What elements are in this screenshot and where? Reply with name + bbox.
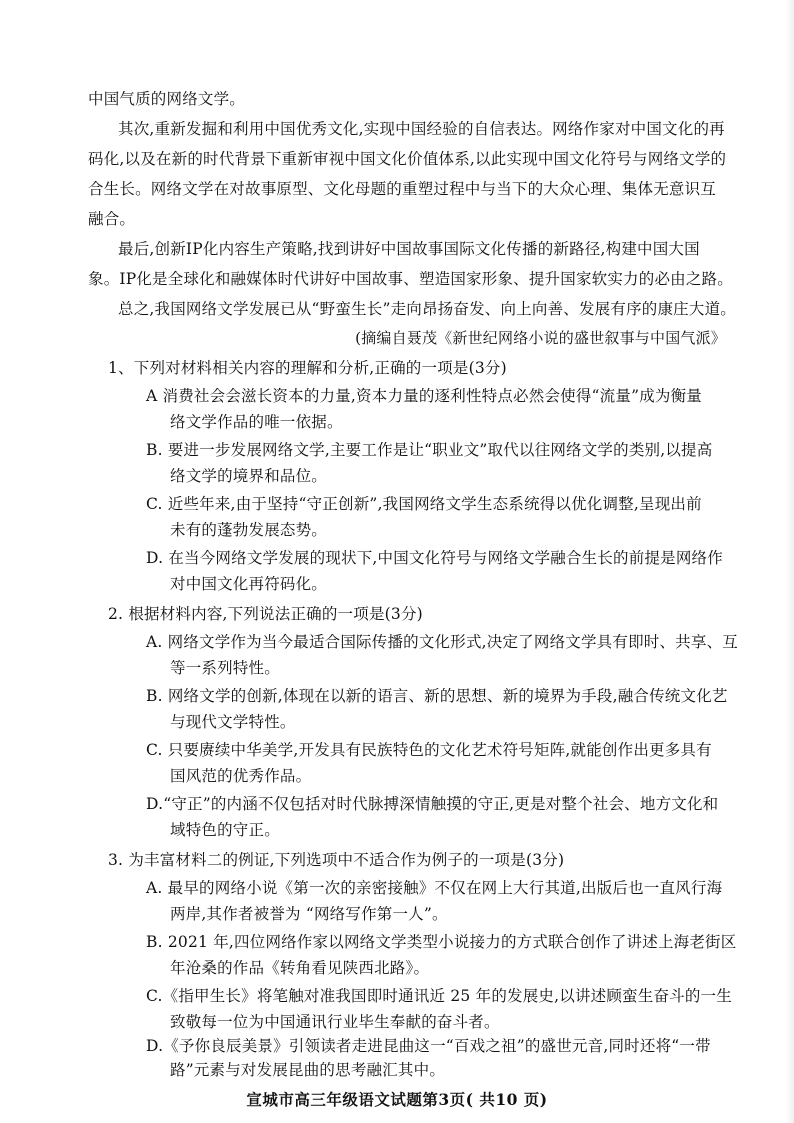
question-1-option-b-cont: 络文学的境界和品位。 (170, 467, 328, 485)
passage-line: 中国气质的网络文学。 (88, 90, 246, 108)
question-1-option-d-cont: 对中国文化再符码化。 (170, 575, 328, 593)
question-2-stem: 2. 根据材料内容,下列说法正确的一项是(3分) (108, 605, 423, 623)
scan-edge-shadow (786, 0, 794, 1123)
question-3-option-a: A. 最早的网络小说《第一次的亲密接触》不仅在网上大行其道,出版后也一直风行海 (146, 879, 723, 897)
passage-line: 融合。 (88, 210, 136, 228)
question-1-option-c-cont: 未有的蓬勃发展态势。 (170, 521, 328, 539)
question-1-stem: 1、下列对材料相关内容的理解和分析,正确的一项是(3分) (108, 359, 507, 377)
passage-line: 其次,重新发掘和利用中国优秀文化,实现中国经验的自信表达。网络作家对中国文化的再 (118, 120, 725, 138)
question-2-option-c: C. 只要赓续中华美学,开发具有民族特色的文化艺术符号矩阵,就能创作出更多具有 (146, 741, 712, 759)
question-3-option-c: C.《指甲生长》将笔触对准我国即时通讯近 25 年的发展史,以讲述顾蛮生奋斗的一生 (146, 987, 732, 1005)
question-2-option-b: B. 网络文学的创新,体现在以新的语言、新的思想、新的境界为手段,融合传统文化艺 (146, 687, 728, 705)
passage-line: 合生长。网络文学在对故事原型、文化母题的重塑过程中与当下的大众心理、集体无意识互 (88, 180, 717, 198)
source-citation: (摘编自聂茂《新世纪网络小说的盛世叙事与中国气派》 (355, 329, 726, 347)
page-footer: 宣城市高三年级语文试题第3页( 共10 页) (246, 1090, 548, 1109)
question-2-option-a-cont: 等一系列特性。 (170, 659, 280, 677)
passage-line: 总之,我国网络文学发展已从“野蛮生长”走向昂扬奋发、向上向善、发展有序的康庄大道。 (118, 300, 736, 318)
passage-line: 最后,创新IP化内容生产策略,找到讲好中国故事国际文化传播的新路径,构建中国大国 (118, 240, 700, 258)
question-2-option-c-cont: 国风范的优秀作品。 (170, 767, 312, 785)
question-3-option-a-cont: 两岸,其作者被誉为 “网络写作第一人”。 (170, 905, 448, 923)
question-2-option-d-cont: 域特色的守正。 (170, 821, 280, 839)
question-2-option-b-cont: 与现代文学特性。 (170, 713, 296, 731)
question-1-option-c: C. 近些年来,由于坚持“守正创新”,我国网络文学生态系统得以优化调整,呈现出前 (146, 495, 702, 513)
passage-line: 象。IP化是全球化和融媒体时代讲好中国故事、塑造国家形象、提升国家软实力的必由之路。 (88, 270, 733, 288)
question-3-option-d: D.《予你良辰美景》引领读者走进昆曲这一“百戏之祖”的盛世元音,同时还将“一带 (146, 1037, 711, 1055)
passage-line: 码化,以及在新的时代背景下重新审视中国文化价值体系,以此实现中国文化符号与网络文学的 (88, 150, 727, 168)
question-2-option-a: A. 网络文学作为当今最适合国际传播的文化形式,决定了网络文学具有即时、共享、互 (146, 633, 738, 651)
question-1-option-d: D. 在当今网络文学发展的现状下,中国文化符号与网络文学融合生长的前提是网络作 (146, 549, 723, 567)
question-1-option-b: B. 要进一步发展网络文学,主要工作是让“职业文”取代以往网络文学的类别,以提高 (146, 441, 713, 459)
question-3-option-d-cont: 路”元素与对发展昆曲的思考融汇其中。 (170, 1061, 446, 1079)
question-1-option-a: A 消费社会会滋长资本的力量,资本力量的逐利性特点必然会使得“流量”成为衡量 (146, 387, 702, 405)
question-1-option-a-cont: 络文学作品的唯一依据。 (170, 413, 343, 431)
question-3-stem: 3. 为丰富材料二的例证,下列选项中不适合作为例子的一项是(3分) (108, 851, 565, 869)
question-2-option-d: D.“守正”的内涵不仅包括对时代脉搏深情触摸的守正,更是对整个社会、地方文化和 (146, 795, 719, 813)
question-3-option-b-cont: 年沧桑的作品《转角看见陕西北路》。 (170, 959, 430, 977)
question-3-option-b: B. 2021 年,四位网络作家以网络文学类型小说接力的方式联合创作了讲述上海老街区 (146, 933, 737, 951)
question-3-option-c-cont: 致敬每一位为中国通讯行业毕生奉献的奋斗者。 (170, 1013, 500, 1031)
